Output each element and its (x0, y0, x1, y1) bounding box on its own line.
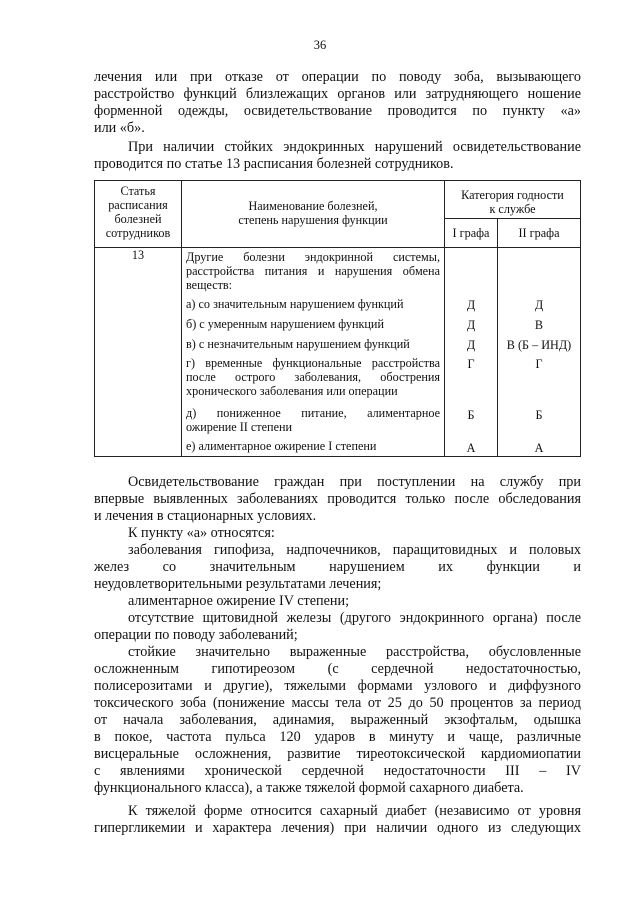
row-name-v: в) с незначительным нарушением функций (186, 337, 410, 351)
disease-category-table (94, 180, 581, 457)
paragraph-7 (94, 610, 581, 644)
text-line: стойкие значительно выраженные расстройства, обусловленные (128, 644, 581, 660)
row-grade1-d: Б (467, 408, 475, 422)
header-column-1: I графа (452, 226, 490, 240)
row-grade2-b: В (534, 318, 544, 332)
article-number: 13 (131, 248, 145, 262)
paragraph-6 (94, 593, 581, 610)
text-line: операции по поводу заболеваний; (94, 627, 298, 643)
header-disease-name: Наименование болезней, степень нарушения функции (238, 199, 388, 227)
header-fitness-category: Категория годности к службе (461, 188, 564, 216)
row-grade2-v: В (Б – ИНД) (506, 338, 572, 352)
text-line: желез со значительным нарушением их функции и (94, 559, 581, 575)
text-line: К пункту «а» относятся: (128, 525, 275, 541)
paragraph-3 (94, 474, 581, 525)
text-line: лечения или при отказе от операции по поводу зоба, вызывающего (94, 69, 581, 85)
paragraph-2 (94, 139, 581, 173)
paragraph-9 (94, 803, 581, 837)
row-name-a: а) со значительным нарушением функций (186, 297, 404, 311)
row-grade2-g: Г (535, 357, 543, 371)
text-line: Освидетельствование граждан при поступлении на службу при (128, 474, 581, 490)
text-line: форменной одежды, освидетельствование проводится по пункту «а» (94, 103, 581, 119)
row-grade2-d: Б (535, 408, 543, 422)
text-line: функционального класса), а также тяжелой формой сахарного диабета. (94, 780, 524, 796)
text-line: или «б». (94, 120, 145, 136)
row-grade1-v: Д (466, 338, 476, 352)
row-name-e: е) алиментарное ожирение I степени (186, 439, 377, 453)
row-grade1-e: А (466, 441, 476, 455)
text-line: от начала заболевания, адинамия, выраженный экзофтальм, одышка (94, 712, 581, 728)
row-grade1-b: Д (466, 318, 476, 332)
paragraph-8 (94, 644, 581, 797)
row-grade1-a: Д (466, 298, 476, 312)
text-line: отсутствие щитовидной железы (другого эндокринного органа) после (128, 610, 581, 626)
text-line: К тяжелой форме относится сахарный диабет (независимо от уровня (128, 803, 581, 819)
row-grade1-g: Г (467, 357, 475, 371)
category-intro: Другие болезни эндокринной системы, расстройства питания и нарушения обмена веществ: (186, 250, 440, 292)
text-line: впервые выявленных заболеваниях проводится только после обследования (94, 491, 581, 507)
row-name-g: г) временные функциональные расстройства после острого заболевания, обострения хронического заболевания или операции (186, 356, 440, 398)
text-line: полисерозитами и другие), тяжелыми формами узлового и диффузного (94, 678, 581, 694)
row-grade2-a: Д (534, 298, 544, 312)
text-line: токсического зоба (понижение массы тела от 25 до 50 процентов за период (94, 695, 581, 711)
text-line: висцеральные осложнения, развитие тиреотоксической кардиомиопатии (94, 746, 581, 762)
text-line: с явлениями хронической сердечной недостаточности III – IV (94, 763, 581, 779)
row-name-b: б) с умеренным нарушением функций (186, 317, 384, 331)
text-line: в покое, частота пульса 120 ударов в минуту и чаще, различные (94, 729, 581, 745)
paragraph-5 (94, 542, 581, 593)
text-line: проводится по статье 13 расписания болезней сотрудников. (94, 156, 454, 172)
text-line: При наличии стойких эндокринных нарушений освидетельствование (128, 139, 581, 155)
text-line: неудовлетворительными результатами лечения; (94, 576, 382, 592)
header-article: Статья расписания болезней сотрудников (105, 184, 171, 240)
text-line: алиментарное ожирение IV степени; (128, 593, 350, 609)
row-name-d: д) пониженное питание, алиментарное ожирение II степени (186, 406, 440, 434)
text-line: гипергликемии и характера лечения) при наличии одного из следующих (94, 820, 581, 836)
paragraph-1 (94, 69, 581, 137)
paragraph-4 (94, 525, 581, 542)
text-line: и лечения в стационарных условиях. (94, 508, 317, 524)
row-grade2-e: А (534, 441, 544, 455)
text-line: осложненным гипотиреозом (с сердечной недостаточностью, (94, 661, 581, 677)
text-line: расстройство функций близлежащих органов или затрудняющего ношение (94, 86, 581, 102)
header-column-2: II графа (518, 226, 560, 240)
text-line: заболевания гипофиза, надпочечников, паращитовидных и половых (128, 542, 581, 558)
page-number: 36 (313, 38, 327, 52)
